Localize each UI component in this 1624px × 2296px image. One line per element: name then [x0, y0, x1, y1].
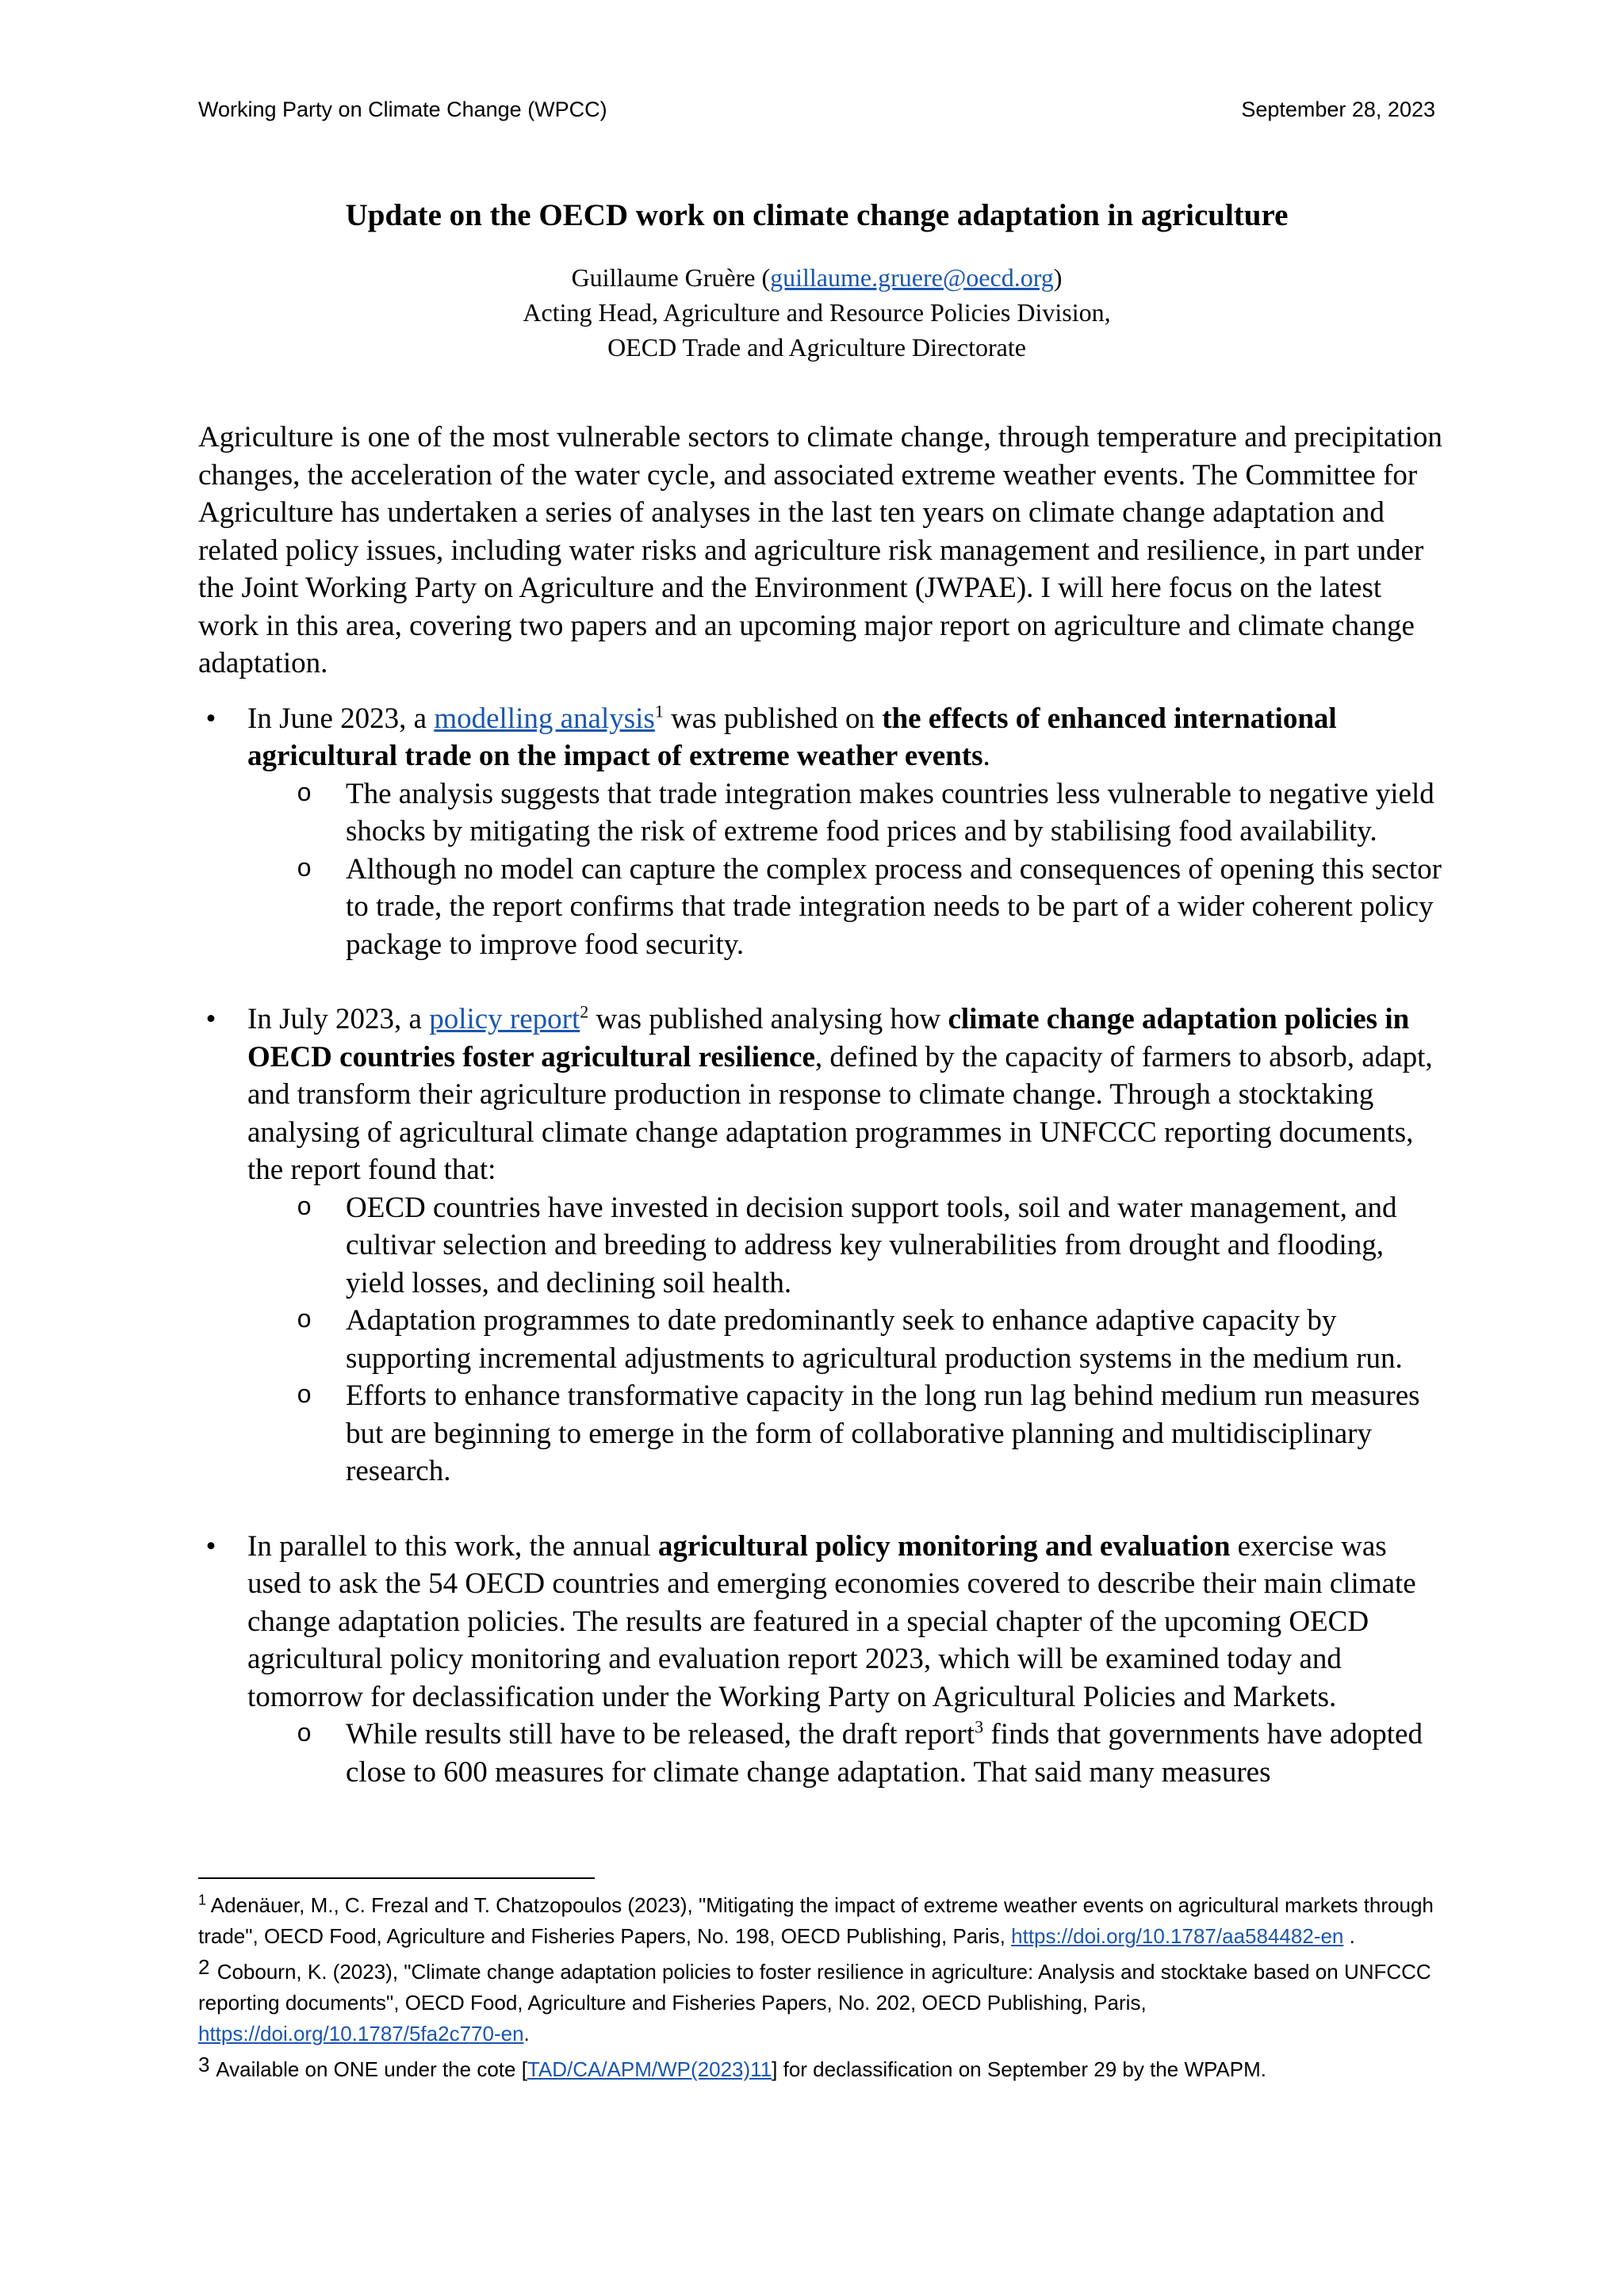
bullet-item-policy-monitoring [198, 1528, 1445, 1792]
bullet-list [198, 700, 1445, 1792]
sub-marker: o [297, 854, 312, 884]
footnote-text: Available on ONE under the cote [ [211, 2057, 527, 2081]
footnote-ref[interactable]: 1 [654, 701, 664, 721]
bullet-text: . [982, 740, 990, 772]
sub-item [247, 1716, 1445, 1791]
bullet-marker: • [205, 702, 216, 735]
sub-list [247, 775, 1445, 964]
intro-paragraph: Agriculture is one of the most vulnerable sectors to climate change, through temperature and precipitation changes, the acceleration of the water cycle, and associated extreme weather events. The Committee for Agriculture has undertaken a series of analyses in the last ten years on climate change adaptation and related policy issues, including water risks and agriculture risk management and resilience, in part under the Joint Working Party on Agriculture and the Environment (JWPAE). I will here focus on the latest work in this area, covering two papers and an upcoming major report on agriculture and climate change adaptation. [198, 421, 1442, 679]
footnote-2 [198, 1952, 1435, 2049]
header-committee: Working Party on Climate Change (WPCC) [198, 98, 607, 121]
bullet-text: was published on [663, 702, 883, 735]
sub-list [247, 1716, 1445, 1791]
sub-marker: o [297, 1720, 312, 1749]
author-name: Guillaume Gruère ( [571, 263, 771, 292]
sub-item-text: OECD countries have invested in decision support tools, soil and water management, and cultivar selection and breeding to address key vulnerabilities from drought and flooding, yield losses, and declining soil health. [346, 1191, 1397, 1299]
footnote-number: 3 [198, 2053, 210, 2076]
footnote-1 [198, 1890, 1435, 1952]
author-directorate: OECD Trade and Agriculture Directorate [607, 333, 1026, 362]
policy-report-link[interactable]: policy report [429, 1003, 580, 1035]
sub-item-text: The analysis suggests that trade integration makes countries less vulnerable to negative yield shocks by mitigating the risk of extreme food prices and by stabilising food availability. [346, 777, 1434, 848]
sub-marker: o [297, 779, 312, 809]
footnote-separator [198, 1877, 595, 1879]
bullet-bold-text: climate change adaptation policies in OECD countries foster agricultural resilience [247, 1003, 1410, 1073]
footnote-text-end: ] for declassification on September 29 by the WPAPM. [772, 2057, 1266, 2081]
sub-item [247, 851, 1445, 964]
sub-item-text: Efforts to enhance transformative capacity in the long run lag behind medium run measures but are beginning to emerge in the form of collaborative planning and multidisciplinary research. [346, 1380, 1420, 1487]
sub-marker: o [297, 1306, 312, 1335]
footnote-3 [198, 2049, 1435, 2085]
sub-item-text: Adaptation programmes to date predominantly seek to enhance adaptive capacity by supporting incremental adjustments to agricultural production systems in the medium run. [346, 1304, 1403, 1375]
bullet-text: In June 2023, a [247, 702, 435, 735]
bullet-text: In July 2023, a [247, 1003, 430, 1035]
bullet-item-policy-report [198, 1001, 1445, 1490]
sub-marker: o [297, 1381, 312, 1410]
bullet-bold-text: the effects of enhanced international agricultural trade on the impact of extreme weather events [247, 702, 1337, 772]
bullet-text: exercise was used to ask the 54 OECD countries and emerging economies covered to describe their main climate change adaptation policies. The results are featured in a special chapter of the upcoming OECD agricultural policy monitoring and evaluation report 2023, which will be examined today and tomorrow for declassification under the Working Party on Agricultural Policies and Markets. [247, 1529, 1416, 1713]
footnote-number: 1 [198, 1892, 207, 1908]
footnote-doi-link[interactable]: https://doi.org/10.1787/aa584482-en [1011, 1924, 1344, 1948]
sub-item [247, 1189, 1445, 1303]
bullet-bold-text: agricultural policy monitoring and evaluation [657, 1529, 1231, 1563]
author-position: Acting Head, Agriculture and Resource Policies Division, [523, 298, 1111, 327]
document-title: Update on the OECD work on climate change adaptation in agriculture [345, 198, 1289, 232]
footnote-number: 2 [198, 1955, 210, 1979]
footnote-ref[interactable]: 3 [975, 1716, 984, 1737]
author-name-close: ) [1053, 263, 1063, 292]
footnote-ref[interactable]: 2 [580, 1001, 589, 1022]
modelling-analysis-link[interactable]: modelling analysis [434, 702, 655, 735]
bullet-text: was published analysing how [588, 1003, 948, 1035]
bullet-text: , defined by the capacity of farmers to absorb, adapt, and transform their agriculture production in response to climate change. Through a stocktaking analysing of agricultural climate change adaptation programmes in UNFCCC reporting documents, the report found that: [247, 1040, 1433, 1186]
sub-item-text: Although no model can capture the complex process and consequences of opening this sector to trade, the report confirms that trade integration needs to be part of a wider coherent policy package to improve food security. [346, 852, 1442, 961]
bullet-text: In parallel to this work, the annual [247, 1529, 658, 1563]
author-email-link[interactable]: guillaume.gruere@oecd.org [770, 263, 1054, 292]
header-date: September 28, 2023 [1241, 98, 1435, 121]
footnote-text: Cobourn, K. (2023), "Climate change adaptation policies to foster resilience in agriculture: Analysis and stocktake based on UNFCCC reporting documents", OECD Food, Agriculture and Fisheries Papers, No. 202, OECD Publishing, Paris, [198, 1960, 1431, 2015]
footnote-text: Adenäuer, M., C. Frezal and T. Chatzopoulos (2023), "Mitigating the impact of extreme weather events on agricultural markets through trade", OECD Food, Agriculture and Fisheries Papers, No. 198, OECD Publishing, Paris, [198, 1893, 1434, 1948]
footnotes [198, 1890, 1435, 2085]
bullet-marker: • [205, 1529, 216, 1563]
sub-item [247, 1302, 1445, 1377]
sub-marker: o [297, 1192, 312, 1223]
bullet-marker: • [205, 1003, 216, 1035]
sub-item-text: While results still have to be released, the draft report [346, 1718, 975, 1751]
footnote-text-end: . [1343, 1924, 1355, 1948]
sub-item [247, 1377, 1445, 1490]
sub-item-text: finds that governments have adopted close to 600 measures for climate change adaptation. That said many measures [346, 1718, 1423, 1789]
footnote-cote-link[interactable]: TAD/CA/APM/WP(2023)11 [527, 2057, 772, 2081]
footnote-text-end: . [523, 2022, 530, 2045]
document-body [198, 419, 1445, 1791]
sub-list [247, 1189, 1445, 1490]
author-name-line [198, 260, 1435, 295]
footnote-doi-link[interactable]: https://doi.org/10.1787/5fa2c770-en [198, 2022, 524, 2045]
bullet-item-modelling-analysis [198, 700, 1445, 964]
sub-item [247, 775, 1445, 851]
author-block [198, 260, 1435, 365]
